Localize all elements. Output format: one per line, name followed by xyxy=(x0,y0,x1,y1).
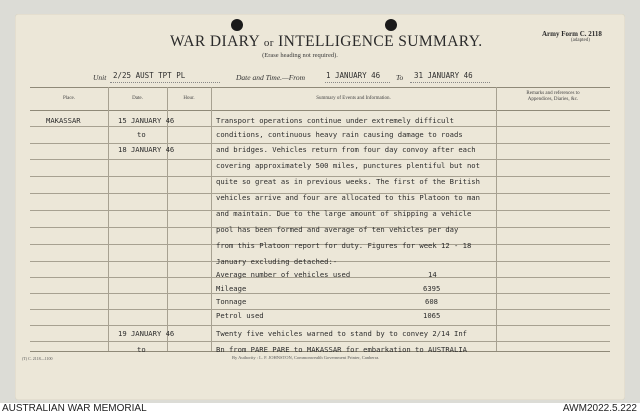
summary-line: vehicles arrive and four are allocated to this Platoon to man xyxy=(216,193,480,202)
erase-heading-note: (Erase heading not required). xyxy=(262,52,338,59)
stat-label: Tonnage xyxy=(216,297,247,306)
date-entry: 15 JANUARY 46 xyxy=(118,116,175,125)
column-header-date: Date. xyxy=(132,96,143,101)
summary-line: and bridges. Vehicles return from four day convoy after each xyxy=(216,145,476,154)
title-or: or xyxy=(263,37,274,49)
column-header-remarks-2: Appendices, Diaries, &c. xyxy=(527,97,579,102)
summary-line: Transport operations continue under extremely difficult xyxy=(216,116,454,125)
stat-value: 14 xyxy=(428,270,437,279)
form-print-code: (T) C. 2118—1100 xyxy=(22,356,53,361)
institution-caption: AUSTRALIAN WAR MEMORIAL xyxy=(2,403,147,414)
summary-line: conditions, continuous heavy rain causing damage to roads xyxy=(216,130,463,139)
stat-label: Petrol used xyxy=(216,311,264,320)
stat-value: 608 xyxy=(425,297,438,306)
summary-line: Bn from PARE PARE to MAKASSAR for embarkation to AUSTRALIA xyxy=(216,345,467,354)
summary-line: January excluding detached:- xyxy=(216,257,338,266)
summary-line: pool has been formed and average of ten vehicles per day xyxy=(216,225,459,234)
date-time-label: Date and Time.—From xyxy=(236,73,306,82)
column-header-hour: Hour. xyxy=(183,96,195,101)
stat-label: Mileage xyxy=(216,284,247,293)
unit-label: Unit xyxy=(93,73,107,82)
title-war-diary: WAR DIARY xyxy=(170,33,260,50)
to-date-value: 31 JANUARY 46 xyxy=(414,71,473,80)
summary-line: covering approximately 500 miles, punctures plentiful but not xyxy=(216,161,480,170)
unit-value: 2/25 AUST TPT PL xyxy=(113,71,186,80)
stat-value: 6395 xyxy=(423,284,441,293)
date-to-entry: to xyxy=(137,130,146,139)
column-header-summary: Summary of Events and Information. xyxy=(316,96,391,101)
punch-hole xyxy=(231,19,243,31)
printer-authority: By Authority : L. F. JOHNSTON, Commonwealth Government Printer, Canberra. xyxy=(232,355,380,360)
title-intelligence-summary: INTELLIGENCE SUMMARY. xyxy=(278,33,483,50)
punch-hole xyxy=(385,19,397,31)
date-to-entry: to xyxy=(137,345,146,354)
summary-line: from this Platoon report for duty. Figures for week 12 - 18 xyxy=(216,241,472,250)
summary-line: Twenty five vehicles warned to stand by to convey 2/14 Inf xyxy=(216,329,467,338)
document-title xyxy=(170,33,483,51)
army-form-code: Army Form C. 2118 xyxy=(542,30,602,38)
army-form-adapted: (adapted) xyxy=(571,38,590,43)
summary-line: and maintain. Due to the large amount of shipping a vehicle xyxy=(216,209,472,218)
summary-line: quite so great as in previous weeks. The first of the British xyxy=(216,177,480,186)
place-entry: MAKASSAR xyxy=(46,116,81,125)
column-header-remarks: Remarks and references to xyxy=(526,91,580,96)
from-date-value: 1 JANUARY 46 xyxy=(326,71,381,80)
column-header-place: Place. xyxy=(62,96,76,101)
stat-value: 1065 xyxy=(423,311,441,320)
date-entry: 19 JANUARY 46 xyxy=(118,329,175,338)
to-label: To xyxy=(396,73,404,82)
date-entry: 18 JANUARY 46 xyxy=(118,145,175,154)
stat-label: Average number of vehicles used xyxy=(216,270,351,279)
accession-number: AWM2022.5.222 xyxy=(562,403,637,414)
war-diary-sheet xyxy=(15,14,625,400)
